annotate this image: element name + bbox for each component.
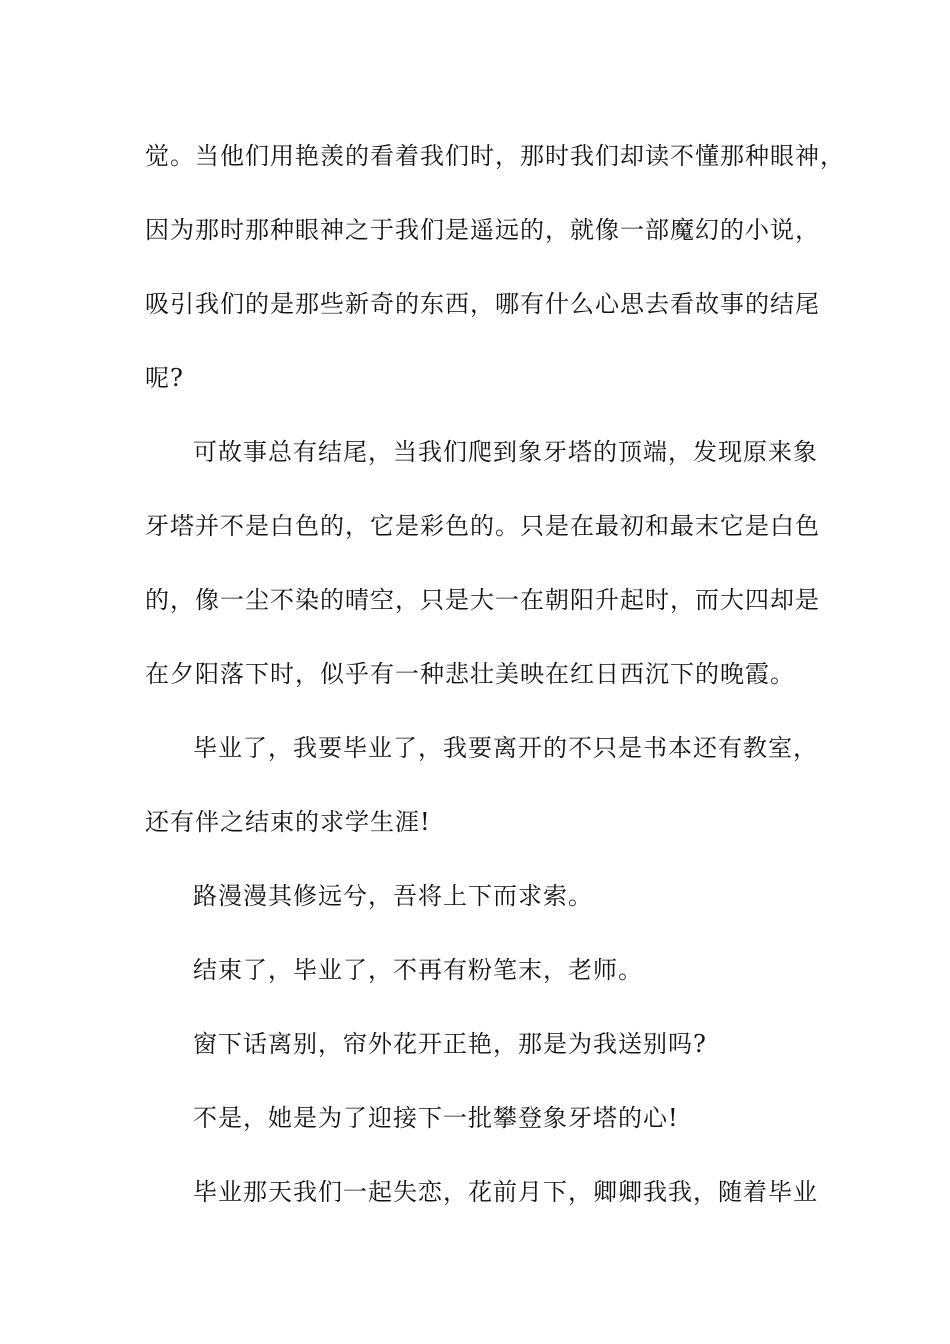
paragraph-first-line: 可故事总有结尾，当我们爬到象牙塔的顶端，发现原来象 [193,438,818,466]
text-line: 牙塔并不是白色的，它是彩色的。只是在最初和最末它是白色 [145,512,820,540]
text-line: 觉。当他们用艳羡的看着我们时，那时我们却读不懂那种眼神， [145,142,845,170]
text-line: 还有伴之结束的求学生涯! [145,808,431,836]
text-line: 的，像一尘不染的晴空，只是大一在朝阳升起时，而大四却是 [145,586,820,614]
paragraph-first-line: 路漫漫其修远兮，吾将上下而求索。 [193,882,593,910]
text-line: 在夕阳落下时，似乎有一种悲壮美映在红日西沉下的晚霞。 [145,660,795,688]
text-line: 因为那时那种眼神之于我们是遥远的，就像一部魔幻的小说， [145,216,820,244]
text-line: 吸引我们的是那些新奇的东西，哪有什么心思去看故事的结尾 [145,290,820,318]
paragraph-first-line: 毕业了，我要毕业了，我要离开的不只是书本还有教室， [193,734,818,762]
paragraph-first-line: 窗下话离别，帘外花开正艳，那是为我送别吗? [193,1030,707,1058]
paragraph-first-line: 结束了，毕业了，不再有粉笔末，老师。 [193,956,643,984]
paragraph-first-line: 毕业那天我们一起失恋，花前月下，卿卿我我，随着毕业 [193,1178,818,1206]
paragraph-first-line: 不是，她是为了迎接下一批攀登象牙塔的心! [193,1104,679,1132]
text-line: 呢? [145,364,184,392]
